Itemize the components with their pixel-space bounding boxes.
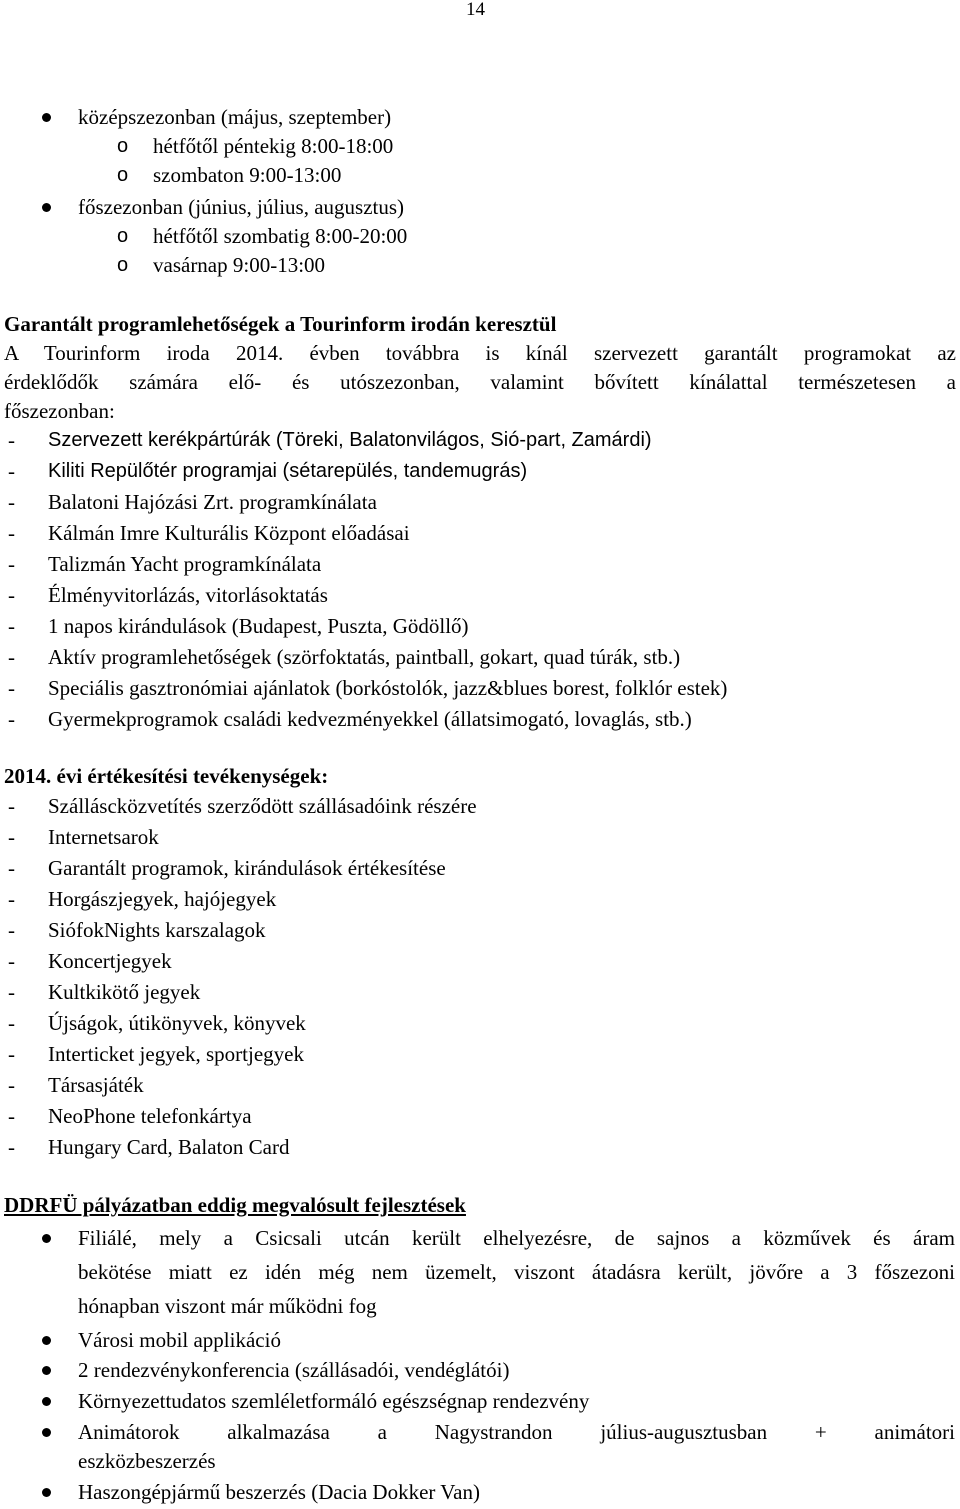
dash-marker: - <box>8 428 15 452</box>
sales-item: Szálláscközvetítés szerződött szállásadóink részére <box>48 794 477 818</box>
ddrfu-item-5-line-2: eszközbeszerzés <box>78 1449 216 1473</box>
programs-heading: Garantált programlehetőségek a Tourinform irodán keresztül <box>4 312 557 336</box>
dash-marker: - <box>8 794 15 818</box>
high-season-hours-1: hétfőtől szombatig 8:00-20:00 <box>153 224 408 248</box>
dash-marker: - <box>8 1011 15 1035</box>
sub-bullet-icon: o <box>117 135 129 157</box>
sales-item: Interticket jegyek, sportjegyek <box>48 1042 304 1066</box>
program-item: 1 napos kirándulások (Budapest, Puszta, Gödöllő) <box>48 614 469 638</box>
dash-marker: - <box>8 887 15 911</box>
dash-marker: - <box>8 490 15 514</box>
sales-item: NeoPhone telefonkártya <box>48 1104 252 1128</box>
program-item: Gyermekprogramok családi kedvezményekkel (állatsimogató, lovaglás, stb.) <box>48 707 692 731</box>
dash-marker: - <box>8 1135 15 1159</box>
program-item: Balatoni Hajózási Zrt. programkínálata <box>48 490 377 514</box>
bullet-icon <box>42 1234 51 1243</box>
bullet-icon <box>42 1488 51 1497</box>
high-season-hours-2: vasárnap 9:00-13:00 <box>153 253 326 277</box>
mid-season-label: középszezonban (május, szeptember) <box>78 105 392 129</box>
ddrfu-item-1-line-3: hónapban viszont már működni fog <box>78 1294 377 1318</box>
dash-marker: - <box>8 1104 15 1128</box>
sub-bullet-icon: o <box>117 225 129 247</box>
dash-marker: - <box>8 645 15 669</box>
dash-marker: - <box>8 980 15 1004</box>
dash-marker: - <box>8 856 15 880</box>
dash-marker: - <box>8 949 15 973</box>
bullet-icon <box>42 203 51 212</box>
programs-intro-line-1: A Tourinform iroda 2014. évben továbbra is kínál szervezett garantált programokat az <box>4 341 956 365</box>
bullet-icon <box>42 1397 51 1406</box>
program-item: Kiliti Repülőtér programjai (sétarepülés, tandemugrás) <box>48 460 528 482</box>
sub-bullet-icon: o <box>117 164 129 186</box>
bullet-icon <box>42 1336 51 1345</box>
mid-season-hours-2: szombaton 9:00-13:00 <box>153 163 342 187</box>
program-item: Speciális gasztronómiai ajánlatok (borkóstolók, jazz&blues borest, folklór estek) <box>48 676 728 700</box>
program-item: Élményvitorlázás, vitorlásoktatás <box>48 583 328 607</box>
dash-marker: - <box>8 614 15 638</box>
ddrfu-item-2: Városi mobil applikáció <box>78 1328 281 1352</box>
dash-marker: - <box>8 552 15 576</box>
dash-marker: - <box>8 583 15 607</box>
ddrfu-item-4: Környezettudatos szemléletformáló egészségnap rendezvény <box>78 1389 590 1413</box>
bullet-icon <box>42 1428 51 1437</box>
sales-item: Újságok, útikönyvek, könyvek <box>48 1011 306 1035</box>
sales-item: Koncertjegyek <box>48 949 172 973</box>
ddrfu-item-5-line-1: Animátorok alkalmazása a Nagystrandon július-augusztusban + animátori <box>78 1420 955 1444</box>
dash-marker: - <box>8 707 15 731</box>
program-item: Kálmán Imre Kulturális Központ előadásai <box>48 521 410 545</box>
sales-item: SiófokNights karszalagok <box>48 918 266 942</box>
sales-item: Horgászjegyek, hajójegyek <box>48 887 277 911</box>
program-item: Aktív programlehetőségek (szörfoktatás, paintball, gokart, quad túrák, stb.) <box>48 645 681 669</box>
sales-heading: 2014. évi értékesítési tevékenységek: <box>4 764 329 788</box>
programs-intro-line-2: érdeklődők számára elő- és utószezonban, valamint bővített kínálattal természetesen a <box>4 370 956 394</box>
bullet-icon <box>42 1366 51 1375</box>
dash-marker: - <box>8 1073 15 1097</box>
sales-item: Internetsarok <box>48 825 159 849</box>
program-item: Szervezett kerékpártúrák (Töreki, Balatonvilágos, Sió-part, Zamárdi) <box>48 429 652 451</box>
dash-marker: - <box>8 521 15 545</box>
sub-bullet-icon: o <box>117 254 129 276</box>
program-item: Talizmán Yacht programkínálata <box>48 552 322 576</box>
high-season-label: főszezonban (június, július, augusztus) <box>78 195 405 219</box>
page-number: 14 <box>466 0 485 20</box>
dash-marker: - <box>8 459 15 483</box>
ddrfu-item-1-line-2: bekötése miatt ez idén még nem üzemelt, viszont átadásra került, jövőre a 3 főszezoni <box>78 1260 955 1284</box>
dash-marker: - <box>8 1042 15 1066</box>
dash-marker: - <box>8 825 15 849</box>
dash-marker: - <box>8 918 15 942</box>
sales-item: Társasjáték <box>48 1073 144 1097</box>
programs-intro-line-3: főszezonban: <box>4 399 115 423</box>
ddrfu-item-1-line-1: Filiálé, mely a Csicsali utcán került elhelyezésre, de sajnos a közművek és áram <box>78 1226 955 1250</box>
dash-marker: - <box>8 676 15 700</box>
sales-item: Hungary Card, Balaton Card <box>48 1135 290 1159</box>
mid-season-hours-1: hétfőtől péntekig 8:00-18:00 <box>153 134 394 158</box>
ddrfu-item-6: Haszongépjármű beszerzés (Dacia Dokker Van) <box>78 1480 480 1504</box>
sales-item: Garantált programok, kirándulások értékesítése <box>48 856 446 880</box>
sales-item: Kultkikötő jegyek <box>48 980 201 1004</box>
ddrfu-heading: DDRFÜ pályázatban eddig megvalósult fejlesztések <box>4 1193 466 1217</box>
bullet-icon <box>42 113 51 122</box>
ddrfu-item-3: 2 rendezvénykonferencia (szállásadói, vendéglátói) <box>78 1358 510 1382</box>
